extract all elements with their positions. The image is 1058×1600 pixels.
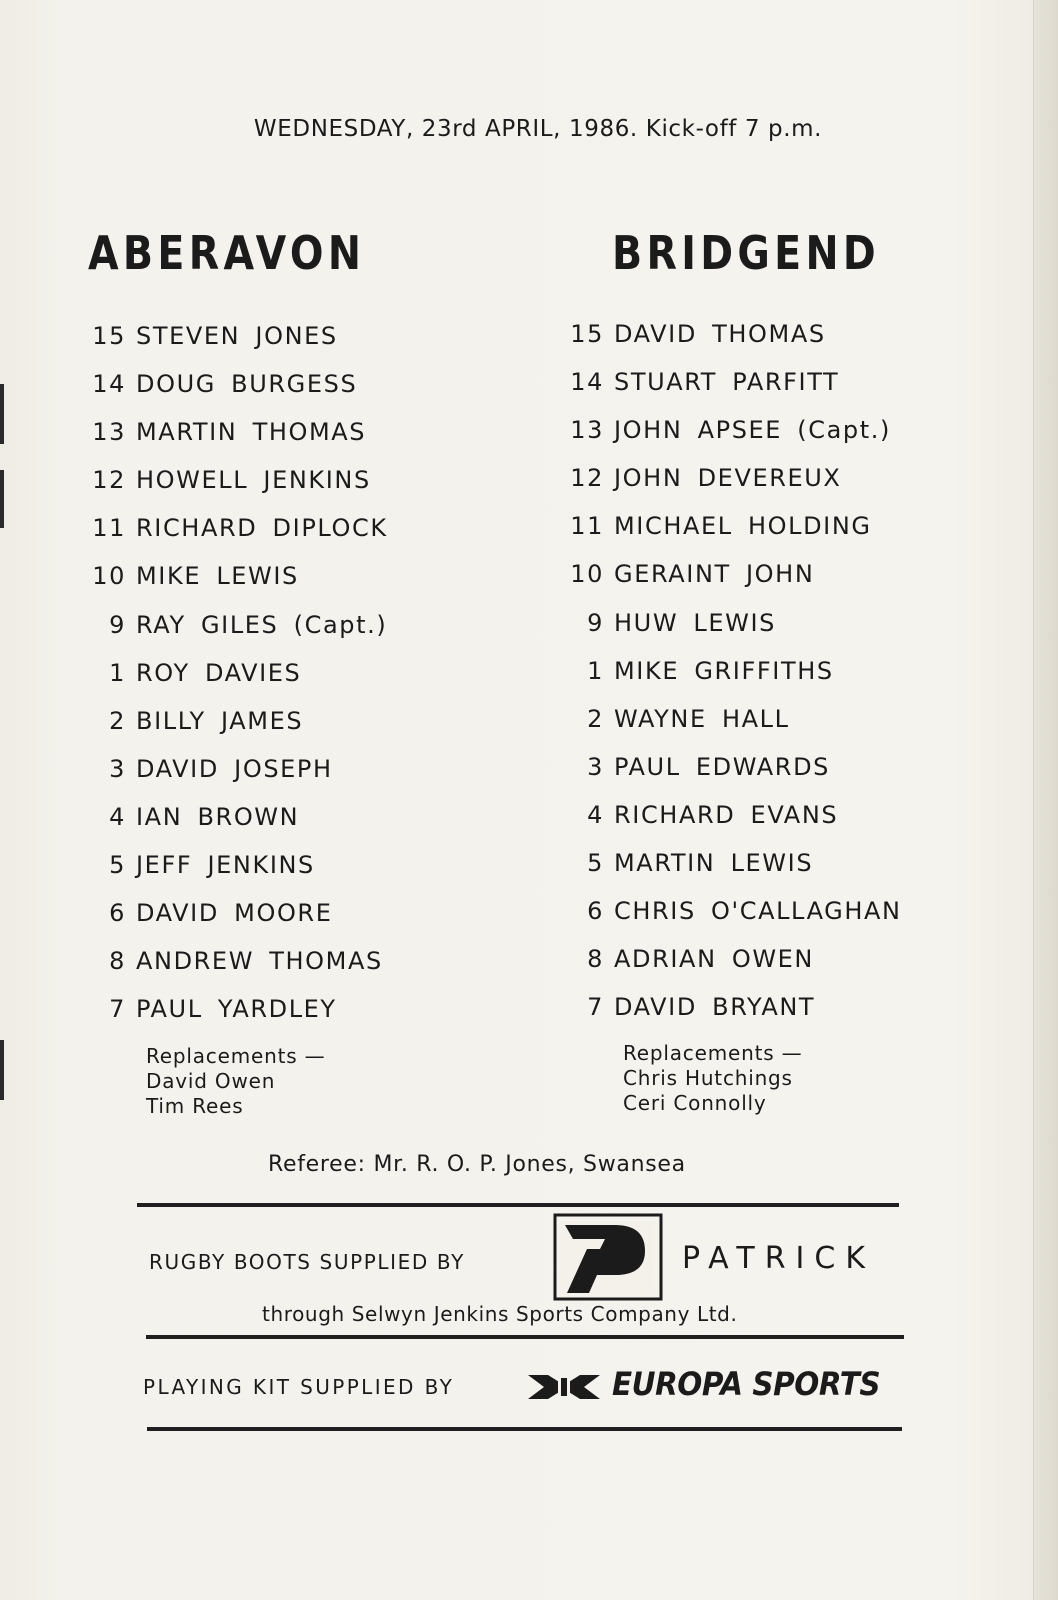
player-number: 2 bbox=[109, 706, 126, 735]
kit-sponsor-label: PLAYING KIT SUPPLIED BY bbox=[143, 1375, 455, 1399]
player-row bbox=[86, 510, 388, 558]
player-number: 3 bbox=[109, 754, 126, 783]
player-row bbox=[86, 895, 388, 943]
player-name: STUART PARFITT bbox=[614, 368, 840, 397]
player-name: HOWELL JENKINS bbox=[136, 466, 371, 495]
player-number: 15 bbox=[92, 322, 126, 350]
page-spine-edge bbox=[1033, 0, 1058, 1600]
player-row bbox=[564, 316, 902, 364]
europa-sports-logo-icon bbox=[528, 1372, 600, 1402]
player-row bbox=[86, 558, 388, 606]
player-number: 9 bbox=[587, 608, 604, 637]
player-row bbox=[86, 991, 388, 1039]
player-name: WAYNE HALL bbox=[614, 704, 790, 733]
player-name: RAY GILES (Capt.) bbox=[136, 610, 388, 639]
player-number: 10 bbox=[92, 562, 126, 591]
player-number: 8 bbox=[109, 947, 126, 976]
player-name: CHRIS O'CALLAGHAN bbox=[614, 897, 902, 926]
player-name: ADRIAN OWEN bbox=[614, 945, 814, 974]
bridgend-replacements bbox=[623, 1041, 802, 1116]
divider-rule bbox=[137, 1203, 899, 1207]
player-row bbox=[86, 318, 388, 366]
player-row bbox=[86, 607, 388, 655]
player-number: 15 bbox=[570, 320, 604, 348]
player-name: DOUG BURGESS bbox=[136, 370, 358, 399]
player-name: MICHAEL HOLDING bbox=[614, 512, 872, 541]
replacement-player: David Owen bbox=[146, 1069, 276, 1093]
player-row bbox=[564, 989, 902, 1037]
player-name: PAUL EDWARDS bbox=[614, 752, 830, 781]
player-number: 12 bbox=[92, 466, 126, 495]
player-row bbox=[564, 653, 902, 701]
player-number: 2 bbox=[587, 704, 604, 733]
player-name: ANDREW THOMAS bbox=[136, 947, 383, 976]
player-name: DAVID MOORE bbox=[136, 899, 333, 928]
player-number: 4 bbox=[109, 802, 126, 831]
player-number: 6 bbox=[109, 899, 126, 928]
player-name: HUW LEWIS bbox=[614, 608, 776, 637]
player-row bbox=[86, 847, 388, 895]
patrick-p-logo-icon bbox=[553, 1213, 663, 1301]
player-name: BILLY JAMES bbox=[136, 706, 304, 735]
player-row bbox=[564, 508, 902, 556]
left-edge-mark bbox=[0, 470, 4, 528]
player-number: 10 bbox=[570, 560, 604, 589]
player-number: 5 bbox=[109, 851, 126, 880]
player-name: MIKE LEWIS bbox=[136, 562, 299, 591]
player-number: 6 bbox=[587, 897, 604, 926]
player-name: JEFF JENKINS bbox=[136, 851, 315, 880]
player-row bbox=[86, 366, 388, 414]
player-name: RICHARD DIPLOCK bbox=[136, 514, 388, 543]
europa-sports-brand-name: EUROPA SPORTS bbox=[612, 1365, 881, 1403]
player-row bbox=[564, 364, 902, 412]
player-name: JOHN DEVEREUX bbox=[614, 464, 842, 493]
player-number: 7 bbox=[587, 993, 604, 1022]
player-row bbox=[86, 943, 388, 991]
player-row bbox=[564, 941, 902, 989]
patrick-brand-name: PATRICK bbox=[682, 1241, 876, 1276]
player-name: MARTIN LEWIS bbox=[614, 849, 814, 878]
player-name: DAVID BRYANT bbox=[614, 993, 816, 1022]
player-row bbox=[564, 845, 902, 893]
player-name: MARTIN THOMAS bbox=[136, 418, 367, 447]
player-name: MIKE GRIFFITHS bbox=[614, 656, 834, 685]
left-edge-mark bbox=[0, 384, 4, 444]
player-name: JOHN APSEE (Capt.) bbox=[614, 416, 891, 445]
player-row bbox=[564, 460, 902, 508]
player-row bbox=[86, 799, 388, 847]
player-name: ROY DAVIES bbox=[136, 658, 302, 687]
divider-rule bbox=[146, 1335, 904, 1339]
player-number: 9 bbox=[109, 610, 126, 639]
boots-sponsor-label: RUGBY BOOTS SUPPLIED BY bbox=[149, 1250, 465, 1274]
player-number: 5 bbox=[587, 849, 604, 878]
boots-sponsor-subline: through Selwyn Jenkins Sports Company Ltd. bbox=[262, 1302, 738, 1326]
replacement-player: Chris Hutchings bbox=[623, 1066, 793, 1090]
player-number: 14 bbox=[570, 368, 604, 397]
player-row bbox=[86, 703, 388, 751]
player-name: DAVID JOSEPH bbox=[136, 754, 333, 783]
replacements-heading: Replacements — bbox=[623, 1041, 803, 1065]
divider-rule bbox=[147, 1427, 902, 1431]
player-name: DAVID THOMAS bbox=[614, 320, 826, 348]
aberavon-team-list bbox=[86, 318, 388, 1039]
player-number: 12 bbox=[570, 464, 604, 493]
team-name-aberavon: ABERAVON bbox=[88, 226, 366, 280]
player-row bbox=[86, 751, 388, 799]
aberavon-replacements bbox=[146, 1044, 325, 1119]
player-number: 8 bbox=[587, 945, 604, 974]
player-number: 7 bbox=[109, 995, 126, 1024]
player-number: 4 bbox=[587, 800, 604, 829]
player-number: 1 bbox=[587, 656, 604, 685]
bridgend-team-list bbox=[564, 316, 902, 1037]
player-number: 11 bbox=[92, 514, 126, 543]
player-number: 11 bbox=[570, 512, 604, 541]
match-date-kickoff: WEDNESDAY, 23rd APRIL, 1986. Kick-off 7 p.m. bbox=[253, 116, 823, 142]
player-number: 14 bbox=[92, 370, 126, 399]
player-name: RICHARD EVANS bbox=[614, 800, 839, 829]
replacement-player: Tim Rees bbox=[146, 1094, 244, 1118]
replacement-player: Ceri Connolly bbox=[623, 1091, 767, 1115]
team-name-bridgend: BRIDGEND bbox=[612, 226, 881, 280]
player-row bbox=[564, 701, 902, 749]
player-number: 1 bbox=[109, 658, 126, 687]
player-row bbox=[564, 749, 902, 797]
player-name: STEVEN JONES bbox=[136, 322, 338, 350]
player-row bbox=[86, 462, 388, 510]
player-number: 3 bbox=[587, 752, 604, 781]
replacements-heading: Replacements — bbox=[146, 1044, 326, 1068]
player-row bbox=[564, 797, 902, 845]
player-number: 13 bbox=[92, 418, 126, 447]
player-number: 13 bbox=[570, 416, 604, 445]
player-row bbox=[564, 605, 902, 653]
player-row bbox=[564, 412, 902, 460]
player-name: PAUL YARDLEY bbox=[136, 995, 337, 1024]
player-row bbox=[564, 893, 902, 941]
player-name: GERAINT JOHN bbox=[614, 560, 815, 589]
left-edge-mark bbox=[0, 1040, 4, 1100]
player-name: IAN BROWN bbox=[136, 802, 300, 831]
player-row bbox=[564, 556, 902, 604]
referee-line: Referee: Mr. R. O. P. Jones, Swansea bbox=[268, 1152, 686, 1177]
player-row bbox=[86, 414, 388, 462]
player-row bbox=[86, 655, 388, 703]
